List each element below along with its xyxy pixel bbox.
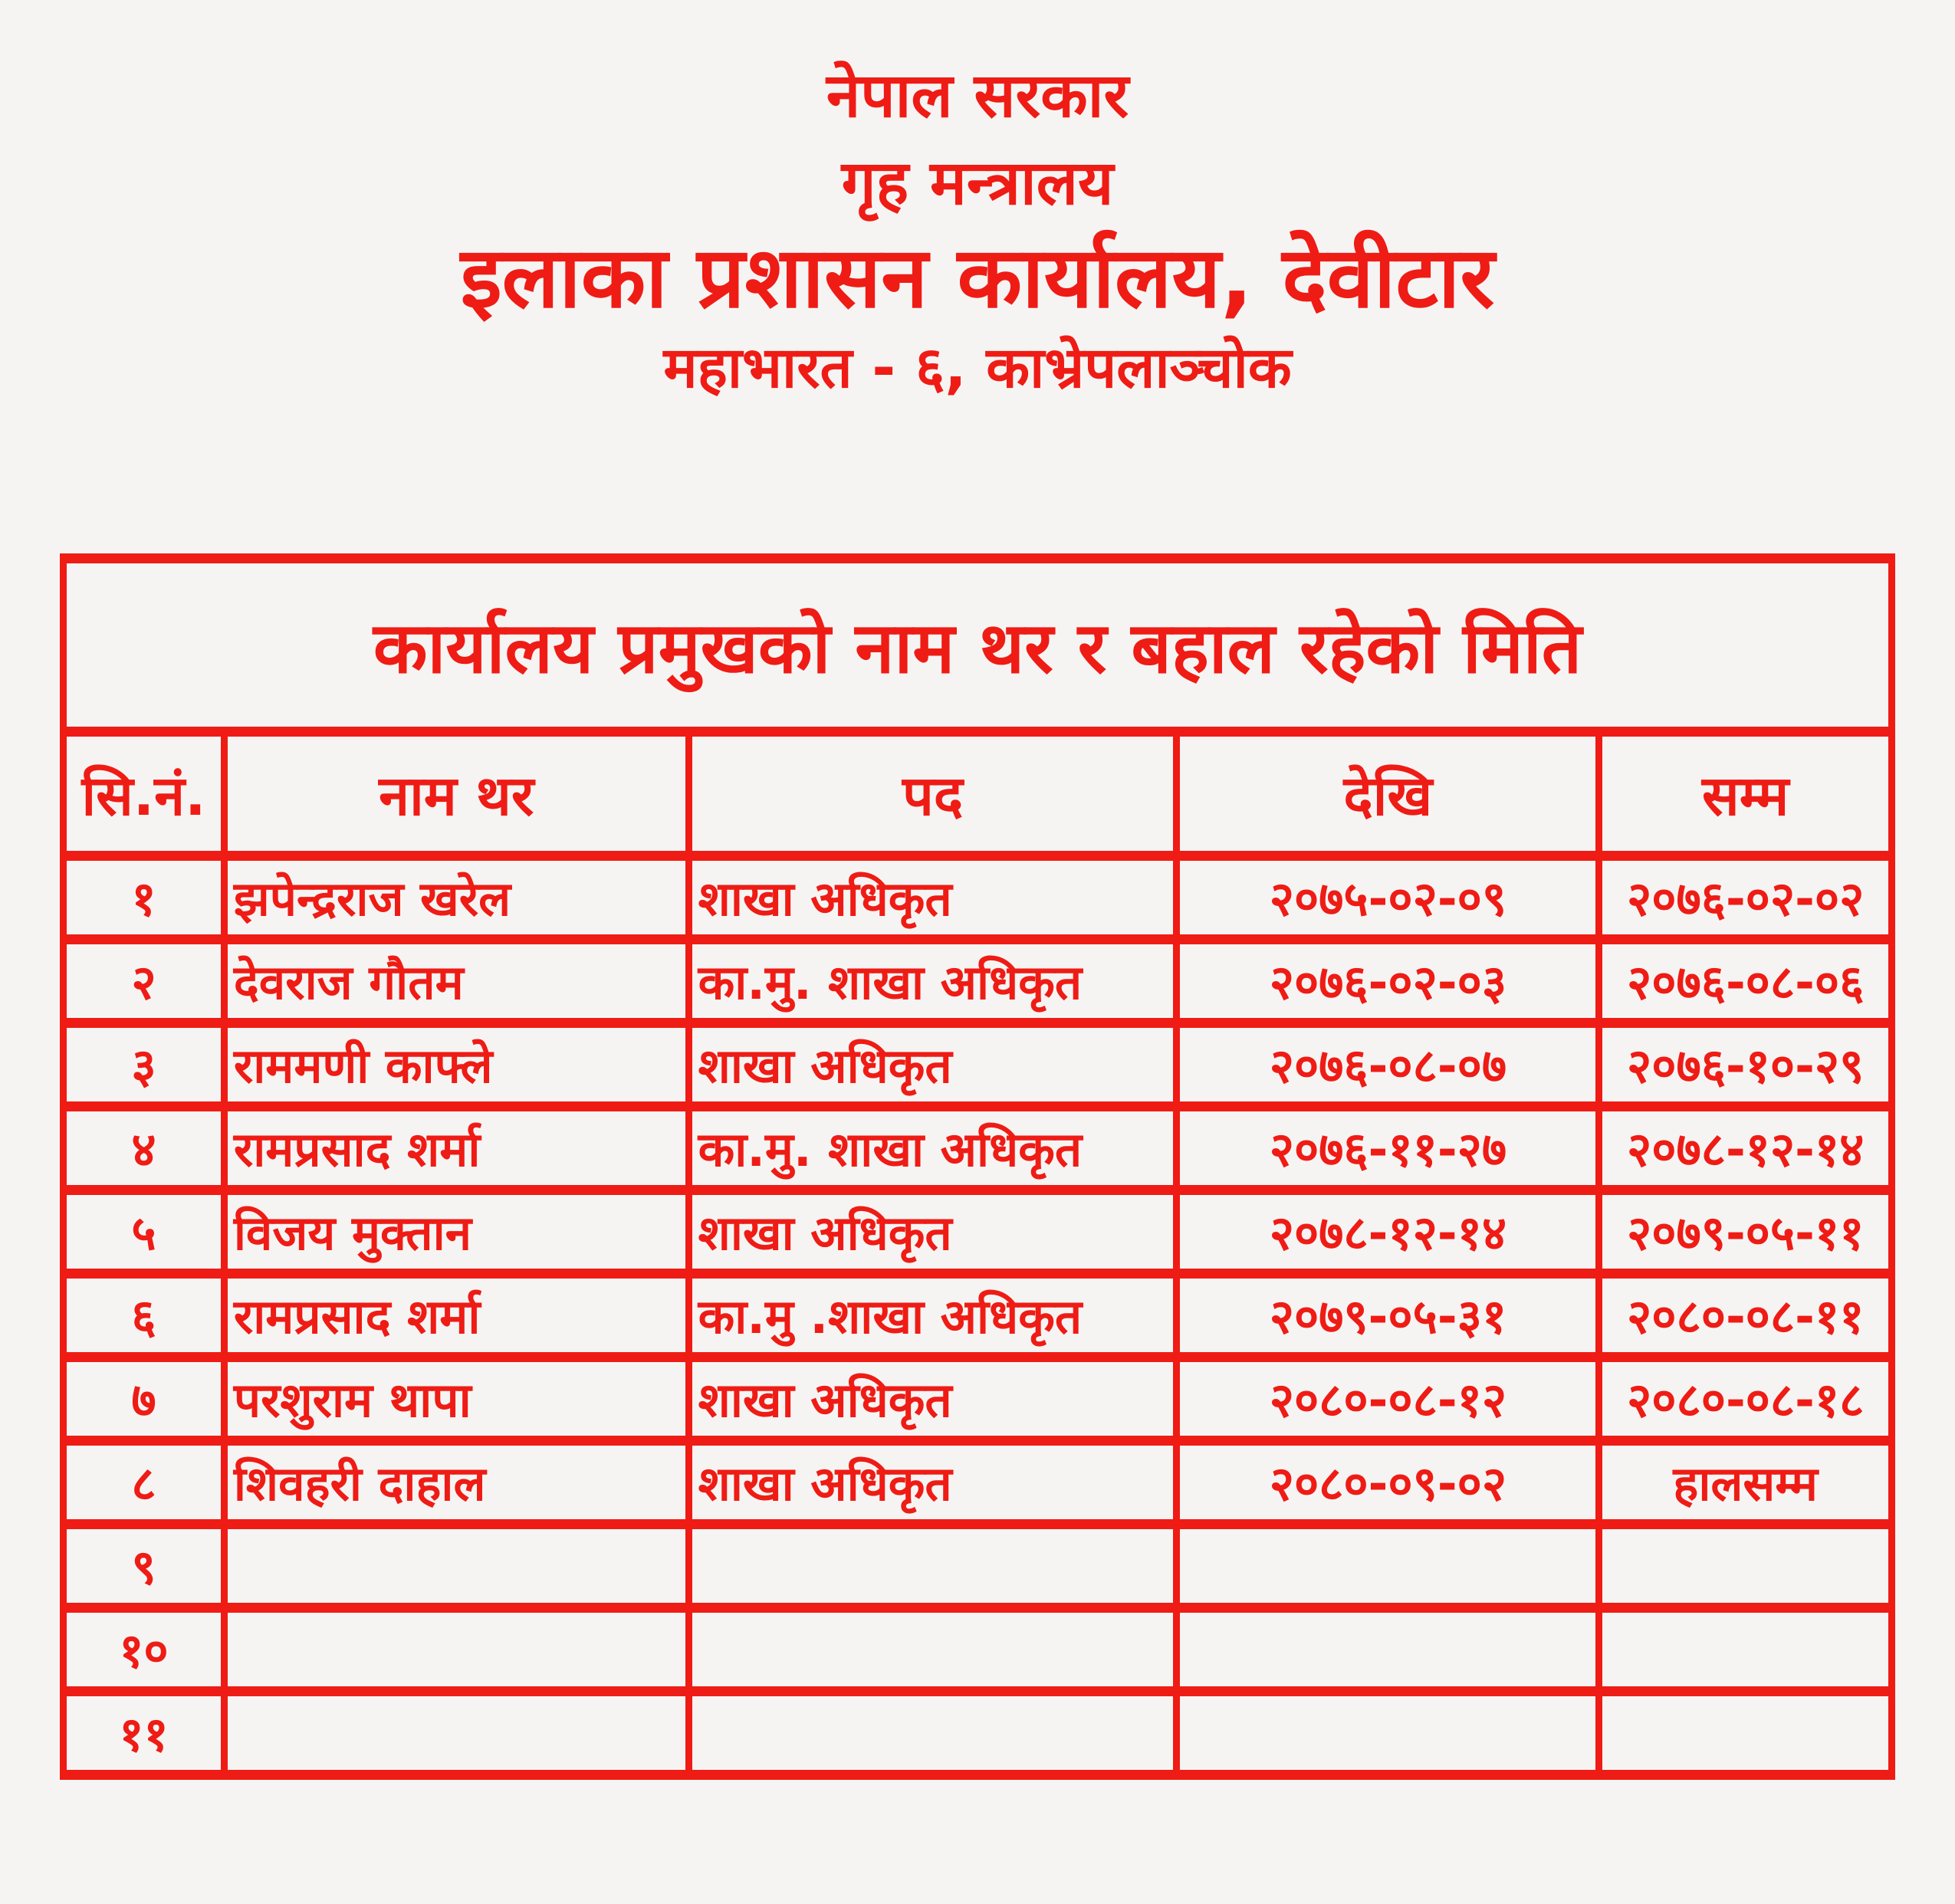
serial-cell: २ (64, 940, 225, 1023)
name-cell: देवराज गौतम (224, 940, 688, 1023)
position-cell: शाखा अधिकृत (688, 856, 1177, 940)
position-cell: का.मु .शाखा अधिकृत (688, 1274, 1177, 1357)
to-date-cell: २०७९-०५-११ (1599, 1190, 1892, 1274)
name-cell: रामप्रसाद शर्मा (224, 1107, 688, 1190)
table-row (64, 1190, 1892, 1274)
office-address: महाभारत - ६, काभ्रेपलाञ्चोक (663, 335, 1292, 402)
from-date-cell: २०७९-०५-३१ (1177, 1274, 1599, 1357)
from-date-cell: २०७६-०८-०७ (1177, 1023, 1599, 1107)
name-cell: विजय मुक्तान (224, 1190, 688, 1274)
position-cell (688, 1525, 1177, 1608)
name-cell (224, 1608, 688, 1692)
table-row (64, 1107, 1892, 1190)
from-date-cell: २०८०-०८-१२ (1177, 1357, 1599, 1441)
to-date-cell: २०७६-१०-२९ (1599, 1023, 1892, 1107)
name-cell: रामप्रसाद शर्मा (224, 1274, 688, 1357)
to-date-cell (1599, 1692, 1892, 1775)
government-name: नेपाल सरकार (826, 60, 1129, 131)
table-title-row (64, 559, 1892, 732)
serial-cell: ६ (64, 1274, 225, 1357)
serial-cell: ९ (64, 1525, 225, 1608)
position-cell: शाखा अधिकृत (688, 1441, 1177, 1525)
position-cell (688, 1692, 1177, 1775)
column-header-sn: सि.नं. (64, 732, 225, 856)
serial-cell: ८ (64, 1441, 225, 1525)
table-header-row (64, 732, 1892, 856)
table-row (64, 1357, 1892, 1441)
table-row (64, 1274, 1892, 1357)
letterhead (0, 0, 1955, 407)
serial-cell: ४ (64, 1107, 225, 1190)
position-cell: का.मु. शाखा अधिकृत (688, 1107, 1177, 1190)
from-date-cell (1177, 1525, 1599, 1608)
table-row (64, 856, 1892, 940)
from-date-cell: २०७६-०२-०३ (1177, 940, 1599, 1023)
column-header-post: पद (688, 732, 1177, 856)
table-row (64, 1692, 1892, 1775)
name-cell: शिवहरी दाहाल (224, 1441, 688, 1525)
office-chiefs-table (60, 553, 1895, 1780)
from-date-cell: २०७६-११-२७ (1177, 1107, 1599, 1190)
position-cell: शाखा अधिकृत (688, 1023, 1177, 1107)
name-cell: झपेन्द्रराज खरेल (224, 856, 688, 940)
to-date-cell: हालसम्म (1599, 1441, 1892, 1525)
to-date-cell (1599, 1608, 1892, 1692)
table-row (64, 940, 1892, 1023)
serial-cell: १० (64, 1608, 225, 1692)
column-header-name: नाम थर (224, 732, 688, 856)
name-cell: राममणी काफ्ले (224, 1023, 688, 1107)
to-date-cell: २०७६-०८-०६ (1599, 940, 1892, 1023)
serial-cell: ११ (64, 1692, 225, 1775)
position-cell: शाखा अधिकृत (688, 1190, 1177, 1274)
ministry-name: गृह मन्त्रालय (841, 146, 1114, 218)
serial-cell: ७ (64, 1357, 225, 1441)
serial-cell: १ (64, 856, 225, 940)
from-date-cell: २०७५-०२-०९ (1177, 856, 1599, 940)
name-cell: परशुराम थापा (224, 1357, 688, 1441)
position-cell (688, 1608, 1177, 1692)
table-row (64, 1441, 1892, 1525)
column-header-from: देखि (1177, 732, 1599, 856)
to-date-cell: २०८०-०८-१८ (1599, 1357, 1892, 1441)
from-date-cell: २०७८-१२-१४ (1177, 1190, 1599, 1274)
to-date-cell: २०७६-०२-०२ (1599, 856, 1892, 940)
table-title: कार्यालय प्रमुखको नाम थर र बहाल रहेको मिति (64, 559, 1892, 732)
name-cell (224, 1525, 688, 1608)
from-date-cell (1177, 1608, 1599, 1692)
office-name: इलाका प्रशासन कार्यालय, देवीटार (460, 228, 1495, 327)
name-cell (224, 1692, 688, 1775)
from-date-cell (1177, 1692, 1599, 1775)
table-body (64, 856, 1892, 1775)
table-row (64, 1608, 1892, 1692)
to-date-cell: २०७८-१२-१४ (1599, 1107, 1892, 1190)
to-date-cell: २०८०-०८-११ (1599, 1274, 1892, 1357)
table-row (64, 1525, 1892, 1608)
column-header-to: सम्म (1599, 732, 1892, 856)
serial-cell: ५ (64, 1190, 225, 1274)
position-cell: का.मु. शाखा अधिकृत (688, 940, 1177, 1023)
table-row (64, 1023, 1892, 1107)
position-cell: शाखा अधिकृत (688, 1357, 1177, 1441)
serial-cell: ३ (64, 1023, 225, 1107)
from-date-cell: २०८०-०९-०२ (1177, 1441, 1599, 1525)
to-date-cell (1599, 1525, 1892, 1608)
